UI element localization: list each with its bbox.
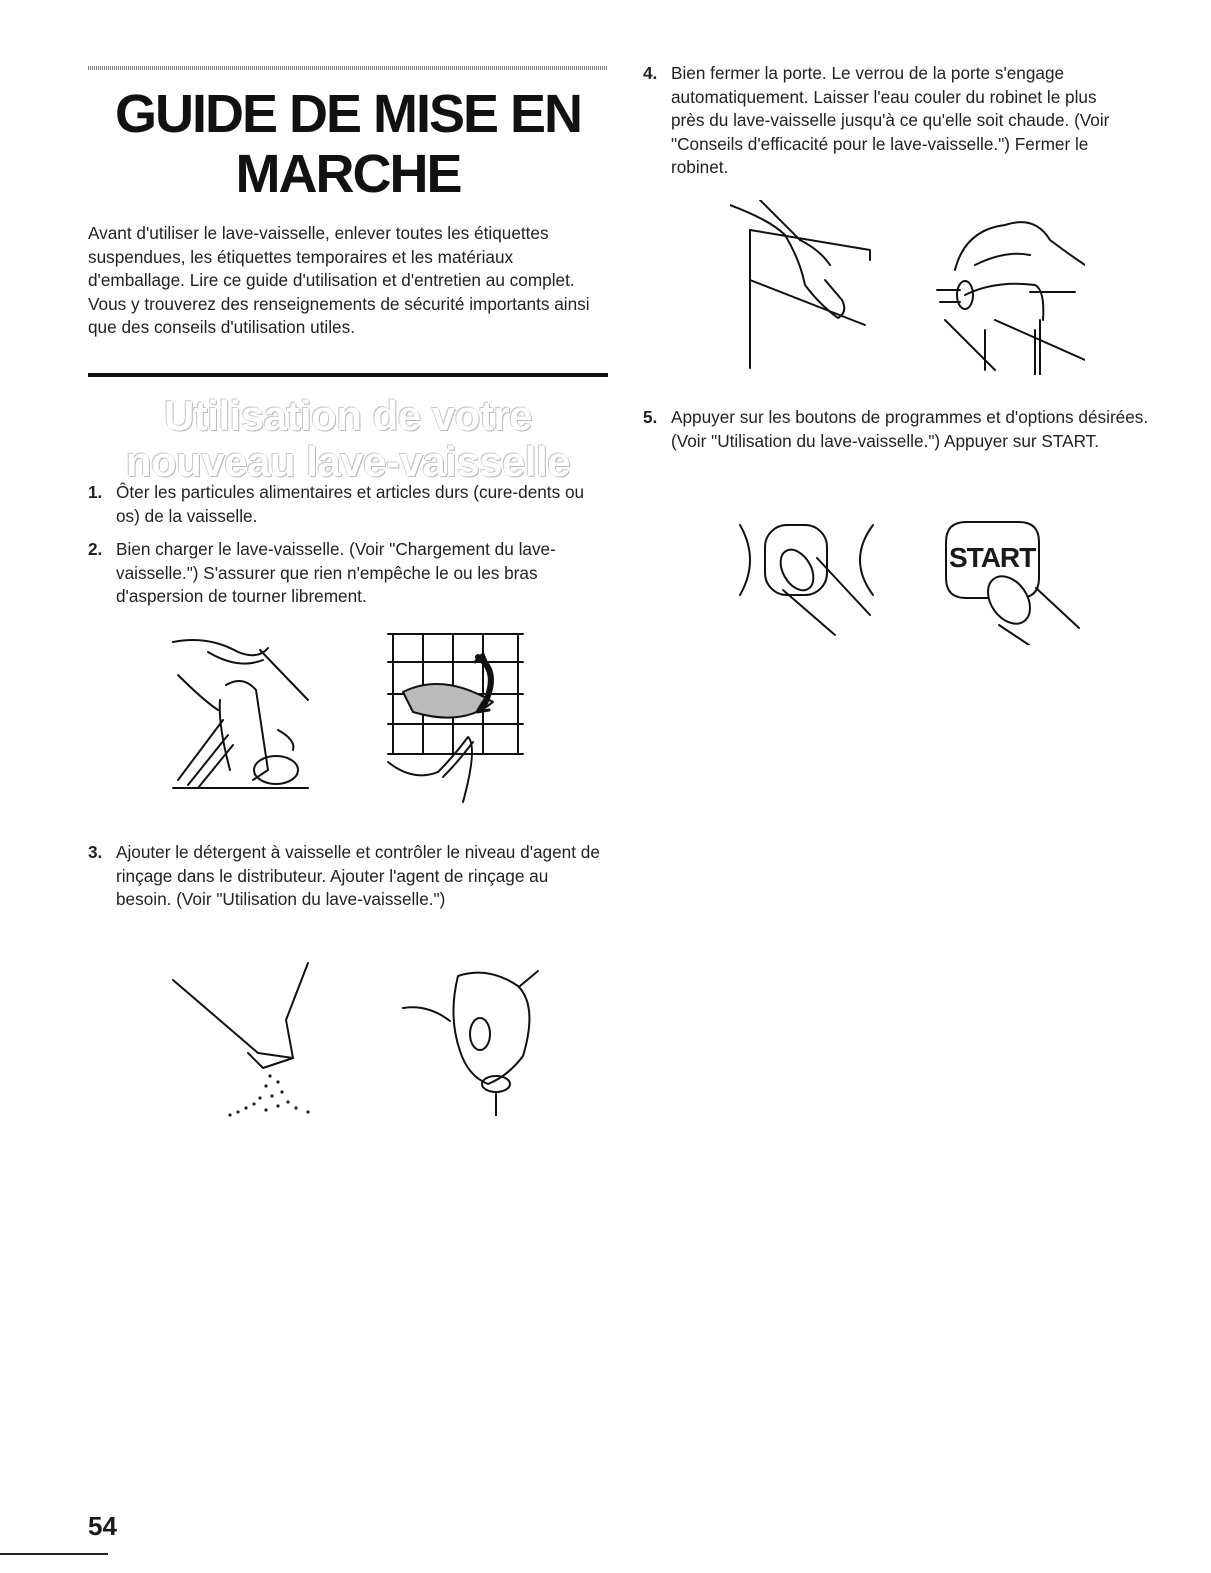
faucet-running-illustration <box>935 210 1085 375</box>
page-number: 54 <box>88 1511 117 1541</box>
step-number: 4. <box>643 63 658 83</box>
step-5 <box>643 406 1153 453</box>
step-2 <box>88 538 600 609</box>
footer-rule <box>0 1553 108 1555</box>
page-title: GUIDE DE MISE EN MARCHE <box>114 84 582 204</box>
loading-dishes-illustration <box>168 630 313 790</box>
intro-paragraph: Avant d'utiliser le lave-vaisselle, enlever toutes les étiquettes suspendues, les étiquettes temporaires et les matériaux d'emballage. Lire ce guide d'utilisation et d'entretien au complet. Vous y trouverez des renseignements de sécurité importants ainsi que des conseils d'utilisation utiles. <box>88 223 590 337</box>
step-number: 1. <box>88 482 103 502</box>
top-dotted-rule <box>88 66 608 70</box>
step-text: Appuyer sur les boutons de programmes et d'options désirées. (Voir "Utilisation du lave-vaisselle.") Appuyer sur START. <box>671 407 1149 451</box>
step-1 <box>88 481 600 528</box>
step-text: Bien fermer la porte. Le verrou de la porte s'engage automatiquement. Laisser l'eau couler du robinet le plus près du lave-vaisselle jusqu'à ce qu'elle soit chaude. (Voir "Conseils d'efficacité pour le lave-vaisselle.") Fermer le robinet. <box>671 63 1110 177</box>
detergent-pouring-illustration <box>168 958 328 1118</box>
start-button-outline <box>944 520 1084 645</box>
option-buttons-illustration <box>735 520 880 640</box>
step-3 <box>88 841 600 912</box>
door-closing-illustration <box>730 200 875 370</box>
step-text: Bien charger le lave-vaisselle. (Voir "Chargement du lave-vaisselle.") S'assurer que rien n'empêche le ou les bras d'aspersion de tourner librement. <box>116 539 556 606</box>
start-button-label: START <box>949 542 1036 573</box>
start-button-illustration <box>944 520 1084 645</box>
step-number: 3. <box>88 842 103 862</box>
spray-arm-illustration <box>383 632 528 804</box>
step-4 <box>643 62 1133 180</box>
step-text: Ôter les particules alimentaires et articles durs (cure-dents ou os) de la vaisselle. <box>116 482 585 526</box>
step-text: Ajouter le détergent à vaisselle et contrôler le niveau d'agent de rinçage dans le distributeur. Ajouter l'agent de rinçage au besoin. (Voir "Utilisation du lave-vaisselle.") <box>116 842 600 909</box>
step-number: 2. <box>88 539 103 559</box>
step-number: 5. <box>643 407 658 427</box>
section-title: Utilisation de votre nouveau lave-vaisselle <box>125 392 571 485</box>
rinse-aid-illustration <box>398 966 548 1116</box>
section-divider <box>88 373 608 377</box>
